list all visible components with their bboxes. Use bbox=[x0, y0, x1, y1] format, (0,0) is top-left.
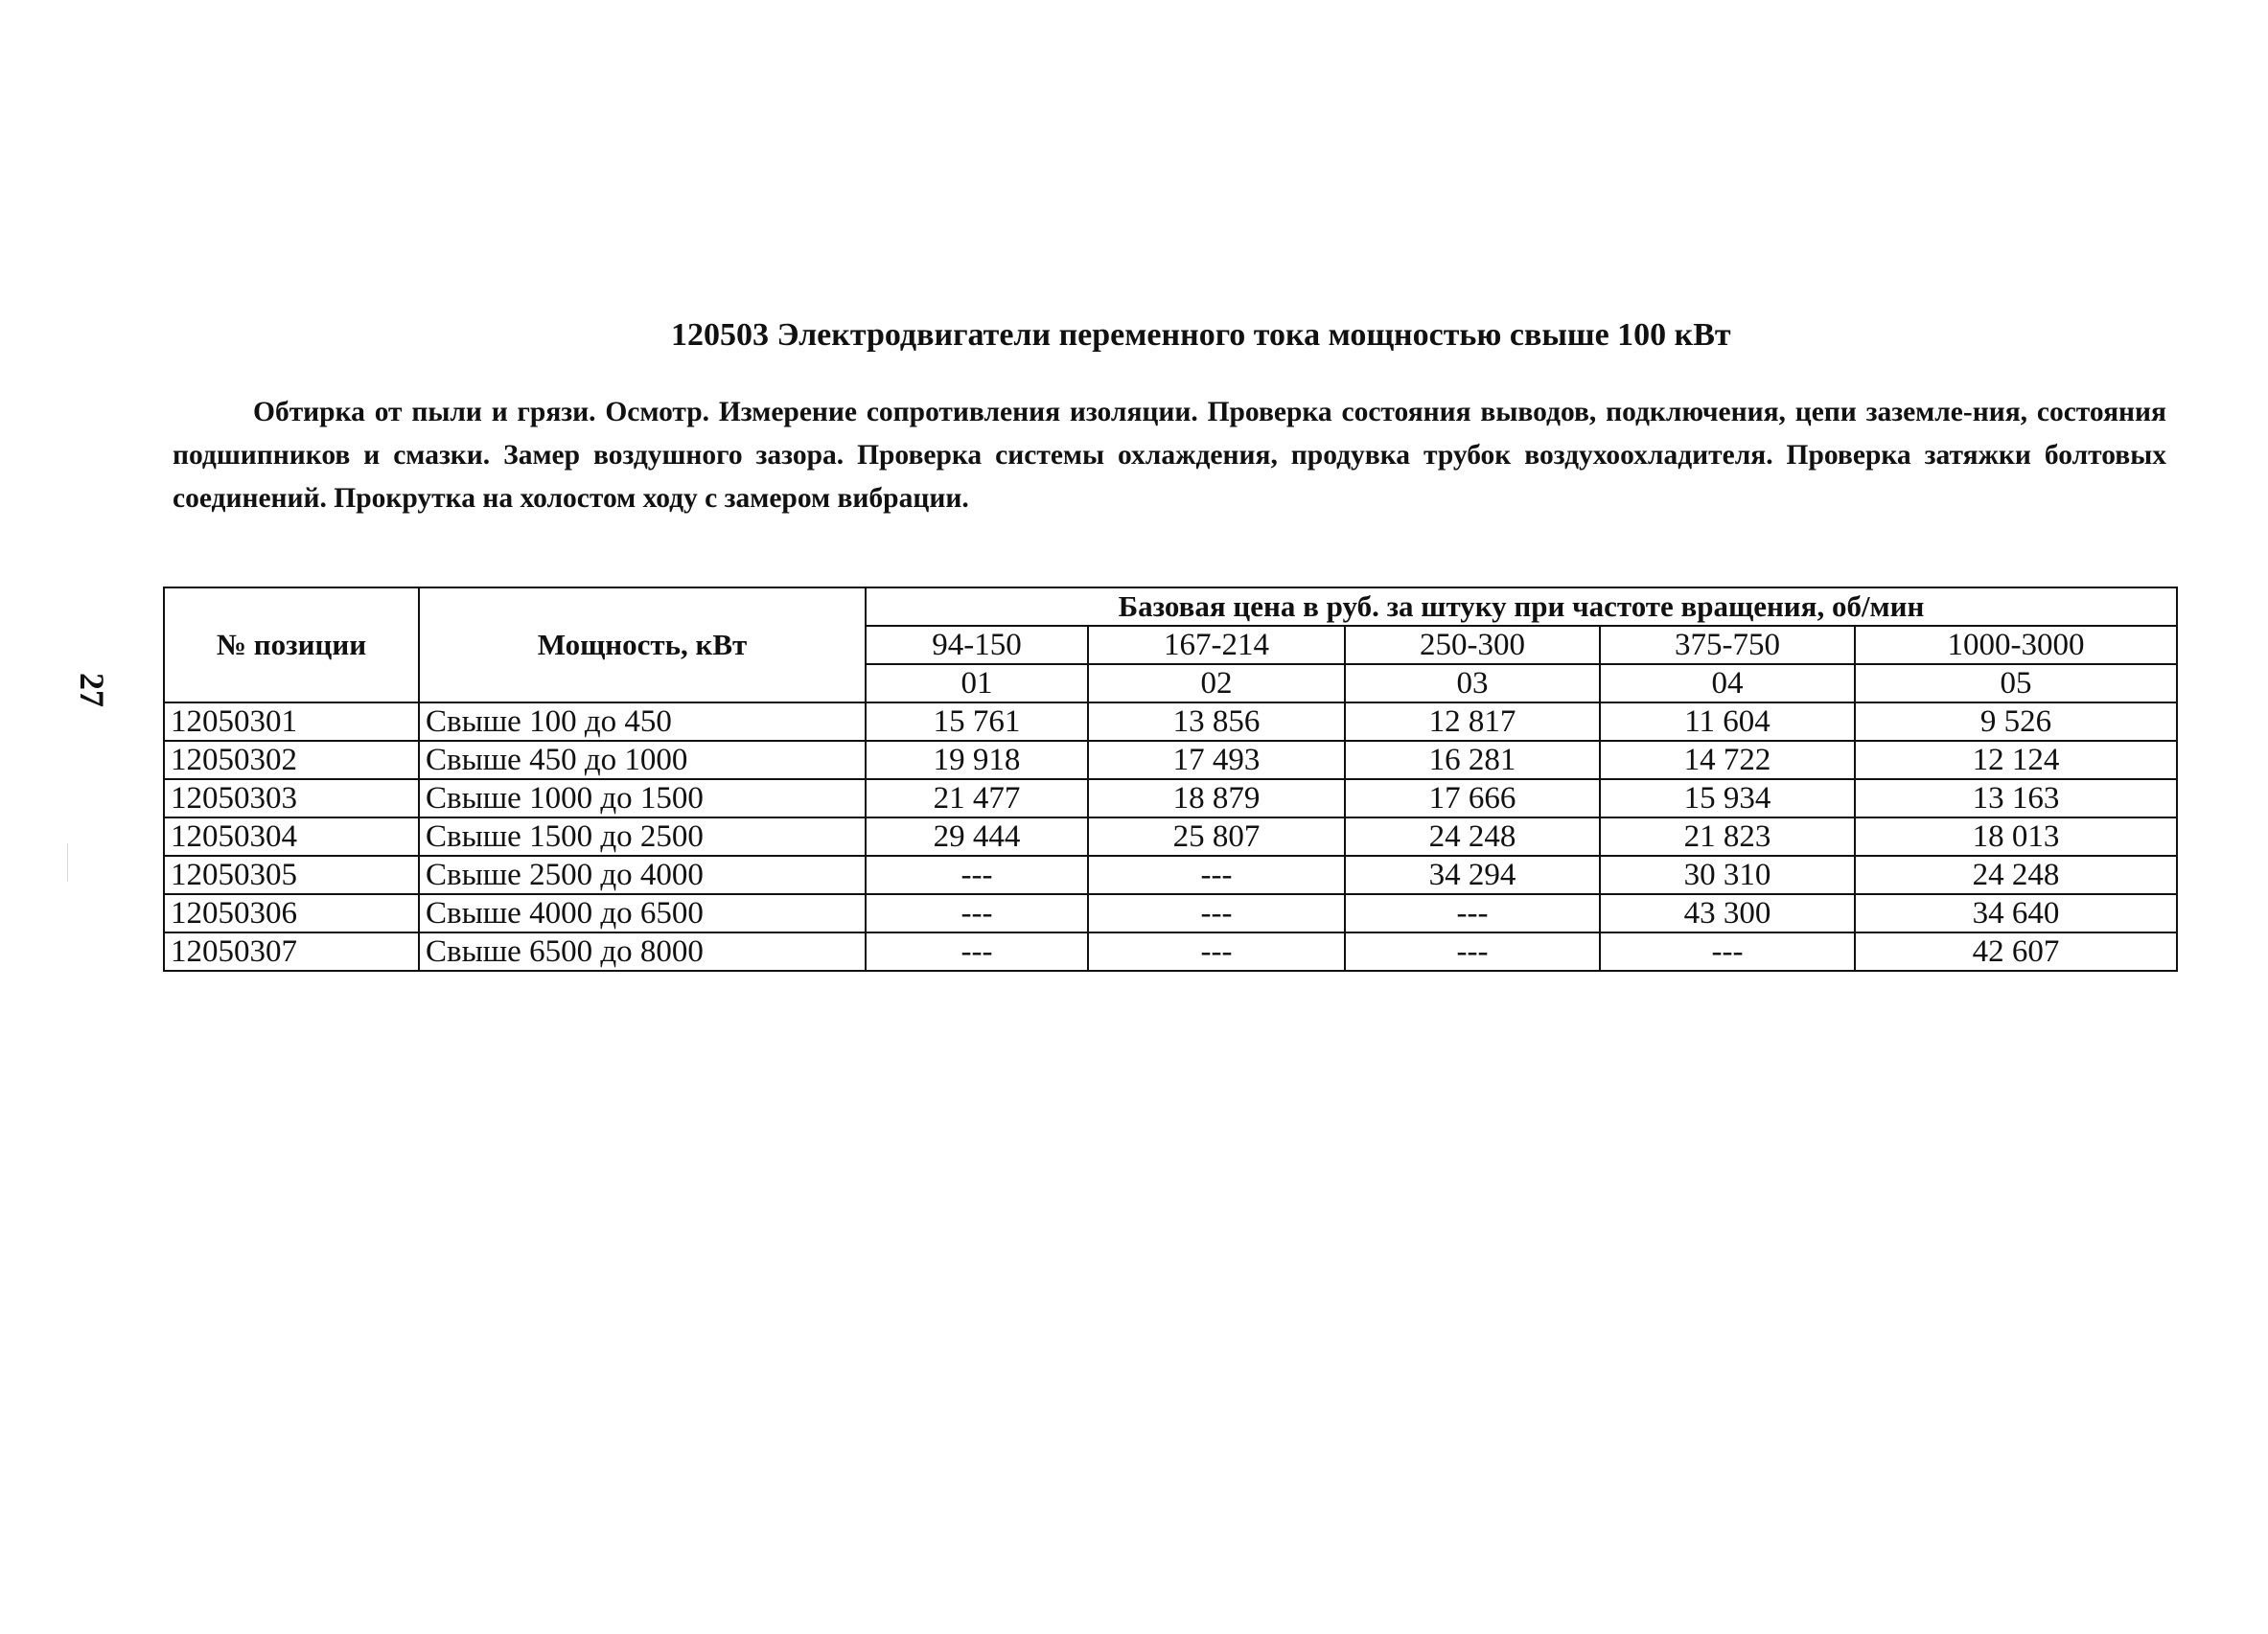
cell-price: 29 444 bbox=[866, 817, 1088, 856]
cell-price: 13 856 bbox=[1088, 702, 1345, 741]
cell-price: 43 300 bbox=[1600, 894, 1855, 932]
cell-position: 12050307 bbox=[164, 932, 419, 971]
cell-position: 12050304 bbox=[164, 817, 419, 856]
table-row bbox=[164, 702, 2177, 741]
cell-price: --- bbox=[1345, 932, 1600, 971]
cell-price: 24 248 bbox=[1855, 856, 2177, 894]
cell-price: 12 124 bbox=[1855, 741, 2177, 779]
cell-price: --- bbox=[866, 856, 1088, 894]
header-speed-range: 167-214 bbox=[1088, 626, 1345, 664]
table-row bbox=[164, 779, 2177, 817]
table-row bbox=[164, 894, 2177, 932]
cell-price: 11 604 bbox=[1600, 702, 1855, 741]
document-title: 120503 Электродвигатели переменного тока мощностью свыше 100 кВт bbox=[671, 317, 1731, 353]
table-row bbox=[164, 741, 2177, 779]
cell-power: Свыше 4000 до 6500 bbox=[419, 894, 866, 932]
cell-position: 12050301 bbox=[164, 702, 419, 741]
table-row bbox=[164, 932, 2177, 971]
cell-price: 19 918 bbox=[866, 741, 1088, 779]
header-price-group: Базовая цена в руб. за штуку при частоте вращения, об/мин bbox=[866, 587, 2177, 626]
cell-price: 13 163 bbox=[1855, 779, 2177, 817]
cell-price: --- bbox=[1345, 894, 1600, 932]
header-code: 02 bbox=[1088, 664, 1345, 702]
cell-price: --- bbox=[1088, 856, 1345, 894]
cell-price: 34 640 bbox=[1855, 894, 2177, 932]
cell-price: 9 526 bbox=[1855, 702, 2177, 741]
header-code: 05 bbox=[1855, 664, 2177, 702]
header-code: 01 bbox=[866, 664, 1088, 702]
cell-position: 12050302 bbox=[164, 741, 419, 779]
cell-power: Свыше 6500 до 8000 bbox=[419, 932, 866, 971]
cell-power: Свыше 100 до 450 bbox=[419, 702, 866, 741]
cell-price: 21 823 bbox=[1600, 817, 1855, 856]
header-power: Мощность, кВт bbox=[419, 587, 866, 702]
table-row bbox=[164, 856, 2177, 894]
cell-power: Свыше 1500 до 2500 bbox=[419, 817, 866, 856]
cell-price: 15 761 bbox=[866, 702, 1088, 741]
cell-price: 14 722 bbox=[1600, 741, 1855, 779]
cell-price: 42 607 bbox=[1855, 932, 2177, 971]
header-row-group bbox=[164, 587, 2177, 626]
cell-price: 17 666 bbox=[1345, 779, 1600, 817]
cell-price: 16 281 bbox=[1345, 741, 1600, 779]
cell-price: 15 934 bbox=[1600, 779, 1855, 817]
header-speed-range: 250-300 bbox=[1345, 626, 1600, 664]
cell-price: --- bbox=[866, 894, 1088, 932]
cell-price: --- bbox=[1088, 894, 1345, 932]
price-table bbox=[163, 587, 2178, 972]
page-number: 27 bbox=[73, 673, 111, 707]
header-speed-range: 1000-3000 bbox=[1855, 626, 2177, 664]
cell-price: 18 879 bbox=[1088, 779, 1345, 817]
work-description: Обтирка от пыли и грязи. Осмотр. Измерение сопротивления изоляции. Проверка состояния выводов, подключения, цепи заземле-ния, состояния подшипников и смазки. Замер воздушного зазора. Проверка системы охлаждения, продувка трубок воздухоохладителя. Проверка затяжки болтовых соединений. Прокрутка на холостом ходу с замером вибрации. bbox=[173, 397, 2166, 514]
header-code: 03 bbox=[1345, 664, 1600, 702]
header-code: 04 bbox=[1600, 664, 1855, 702]
scan-artifact-line bbox=[67, 843, 68, 882]
header-speed-range: 375-750 bbox=[1600, 626, 1855, 664]
cell-price: --- bbox=[1088, 932, 1345, 971]
cell-power: Свыше 450 до 1000 bbox=[419, 741, 866, 779]
cell-price: 17 493 bbox=[1088, 741, 1345, 779]
cell-price: 25 807 bbox=[1088, 817, 1345, 856]
cell-price: --- bbox=[1600, 932, 1855, 971]
cell-price: 24 248 bbox=[1345, 817, 1600, 856]
cell-position: 12050303 bbox=[164, 779, 419, 817]
cell-power: Свыше 1000 до 1500 bbox=[419, 779, 866, 817]
cell-position: 12050306 bbox=[164, 894, 419, 932]
table-row bbox=[164, 817, 2177, 856]
cell-price: --- bbox=[866, 932, 1088, 971]
cell-power: Свыше 2500 до 4000 bbox=[419, 856, 866, 894]
cell-position: 12050305 bbox=[164, 856, 419, 894]
header-position: № позиции bbox=[164, 587, 419, 702]
cell-price: 12 817 bbox=[1345, 702, 1600, 741]
cell-price: 21 477 bbox=[866, 779, 1088, 817]
cell-price: 18 013 bbox=[1855, 817, 2177, 856]
header-speed-range: 94-150 bbox=[866, 626, 1088, 664]
cell-price: 34 294 bbox=[1345, 856, 1600, 894]
cell-price: 30 310 bbox=[1600, 856, 1855, 894]
